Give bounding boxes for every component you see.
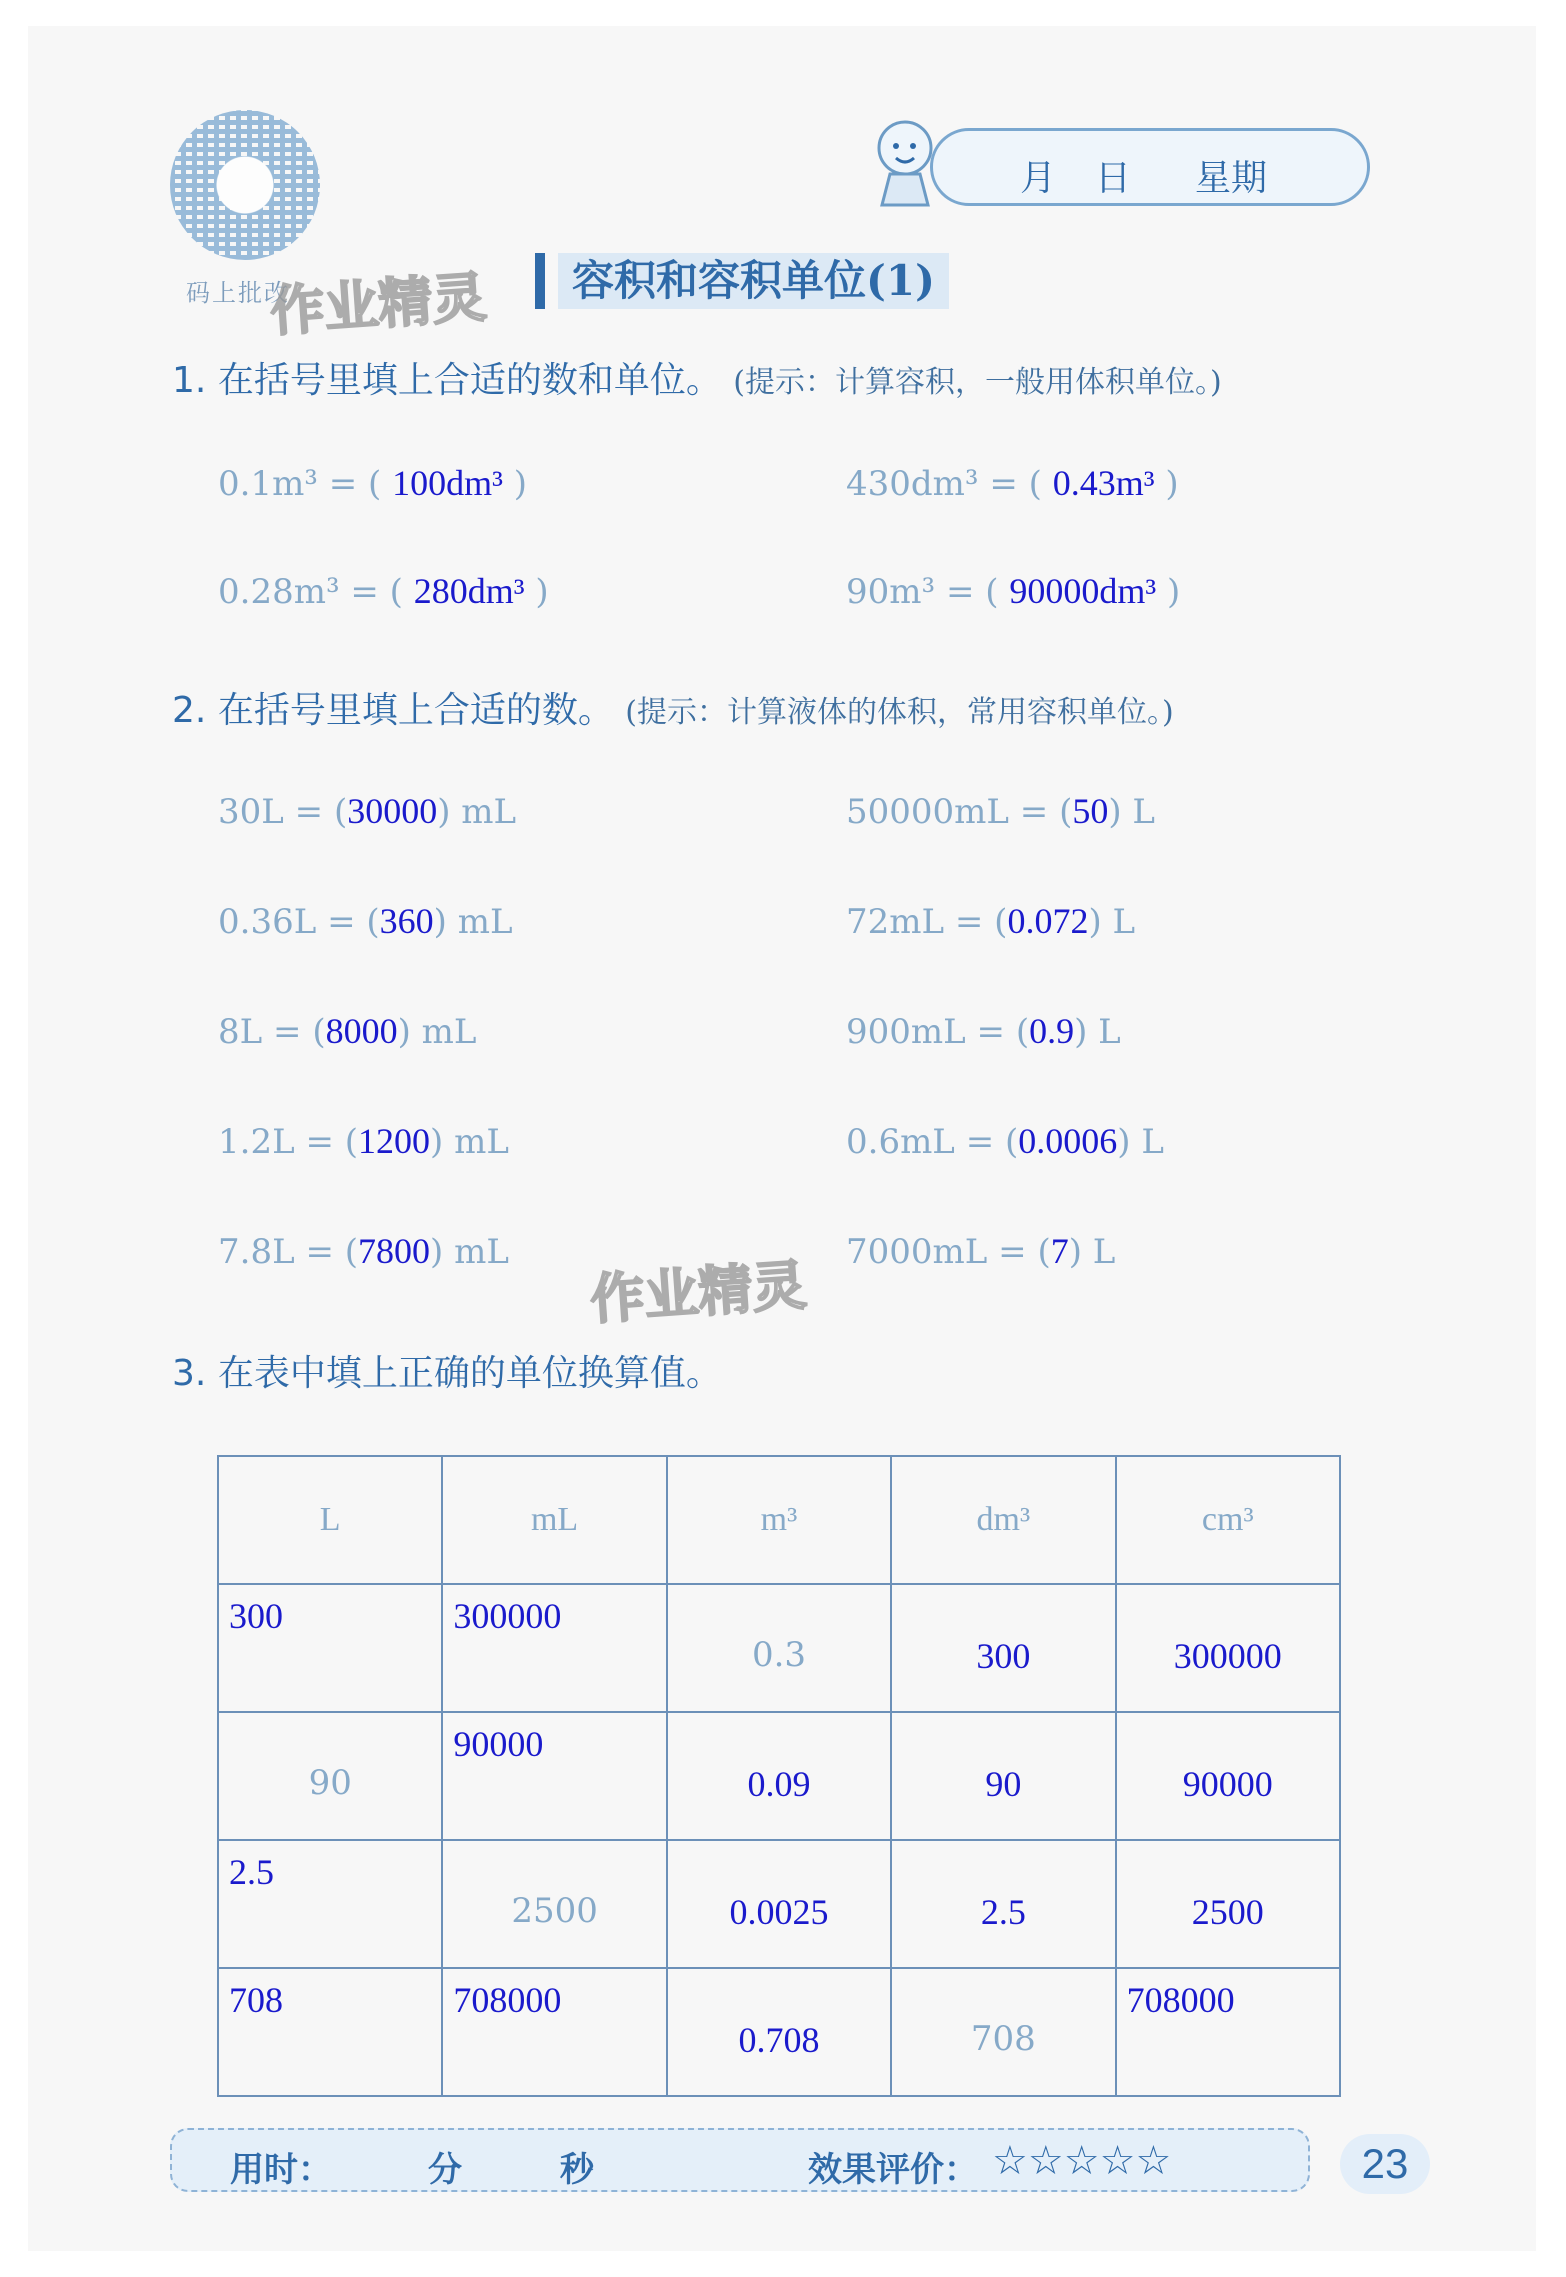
equation: 90m³ = ( 90000dm³ ) [846,571,1181,612]
conversion-table [217,1455,1341,2097]
date-week-label: 星期 [1195,158,1268,199]
answer-value: 708000 [453,1980,562,2020]
answer-field[interactable]: 0.9 [1029,1011,1075,1051]
equation: 0.28m³ = ( 280dm³ ) [218,571,549,612]
answer-field[interactable]: 280dm³ [413,571,525,611]
table-header-row [218,1456,1340,1584]
answer-field[interactable]: 7800 [358,1231,431,1271]
table-cell [667,1584,891,1712]
answer-field[interactable]: 8000 [325,1011,398,1051]
date-month-label: 月 [1020,158,1057,199]
table-cell [218,1712,442,1840]
equation: 50000mL = (50) L [846,791,1156,832]
table-header-cell: mL [442,1456,666,1584]
answer-value: 300 [976,1636,1031,1676]
table-cell[interactable] [1116,1712,1340,1840]
question-1 [172,352,1222,403]
evaluation-label: 效果评价： [808,2150,978,2190]
question-text: 在括号里填上合适的数。 [217,690,614,731]
answer-value: 0.708 [738,2020,820,2060]
watermark: 作业精灵 [268,265,489,344]
equation: 0.1m³ = ( 100dm³ ) [218,463,527,504]
page-title: 容积和容积单位(1) [558,253,949,309]
table-cell [442,1840,666,1968]
question-number: 3. [172,1353,207,1394]
equation: 7000mL = (7) L [846,1231,1116,1272]
date-day-label: 日 [1095,158,1132,199]
equation: 30L = (30000) mL [218,791,517,832]
answer-value: 90000 [1182,1764,1273,1804]
question-text: 在括号里填上合适的数和单位。 [217,360,722,401]
table-header-cell: m³ [667,1456,891,1584]
question-hint: (提示：计算液体的体积，常用容积单位。) [625,695,1174,730]
footer-bar [170,2128,1310,2192]
question-number: 1. [172,360,207,401]
given-value: 2500 [511,1891,598,1931]
table-cell[interactable] [218,1968,442,2096]
equation: 0.6mL = (0.0006) L [846,1121,1164,1162]
answer-field[interactable]: 0.0006 [1018,1121,1118,1161]
date-banner [850,110,1390,210]
table-cell[interactable] [442,1968,666,2096]
equation: 430dm³ = ( 0.43m³ ) [846,463,1179,504]
table-cell[interactable] [442,1712,666,1840]
equation: 72mL = (0.072) L [846,901,1136,942]
question-hint: (提示：计算容积，一般用体积单位。) [733,365,1222,400]
table-row [218,1584,1340,1712]
equation: 0.36L = (360) mL [218,901,513,942]
table-cell[interactable] [1116,1968,1340,2096]
qr-label: 码上批改 [186,279,290,307]
given-value: 0.3 [751,1635,807,1675]
question-3 [172,1345,722,1396]
question-text: 在表中填上正确的单位换算值。 [217,1353,722,1394]
answer-value: 300 [229,1596,283,1636]
table-cell [891,1968,1115,2096]
equation: 1.2L = (1200) mL [218,1121,509,1162]
table-cell[interactable] [1116,1584,1340,1712]
table-cell[interactable] [218,1840,442,1968]
answer-field[interactable]: 0.072 [1007,901,1089,941]
answer-value: 708 [229,1980,283,2020]
watermark: 作业精灵 [588,1253,809,1332]
equation: 8L = (8000) mL [218,1011,477,1052]
equation: 900mL = (0.9) L [846,1011,1121,1052]
answer-field[interactable]: 50 [1072,791,1109,831]
question-number: 2. [172,690,207,731]
table-cell[interactable] [218,1584,442,1712]
equation: 7.8L = (7800) mL [218,1231,509,1272]
title-accent-bar [535,253,545,309]
answer-value: 0.09 [747,1764,811,1804]
answer-field[interactable]: 0.43m³ [1052,463,1155,503]
answer-value: 2500 [1191,1892,1264,1932]
table-cell[interactable] [891,1712,1115,1840]
date-cloud [930,128,1370,206]
table-header-cell: dm³ [891,1456,1115,1584]
answer-field[interactable]: 100dm³ [392,463,503,503]
answer-value: 300000 [453,1596,562,1636]
table-row [218,1712,1340,1840]
qr-code[interactable] [170,110,320,260]
time-label: 用时： [230,2150,332,2190]
answer-value: 300000 [1173,1636,1282,1676]
table-cell[interactable] [442,1584,666,1712]
table-row [218,1968,1340,2096]
table-cell[interactable] [1116,1840,1340,1968]
table-row [218,1840,1340,1968]
answer-value: 0.0025 [729,1892,829,1932]
answer-value: 2.5 [229,1852,274,1892]
table-header-cell: L [218,1456,442,1584]
table-cell[interactable] [667,1840,891,1968]
answer-field[interactable]: 1200 [358,1121,431,1161]
answer-value: 708000 [1126,1980,1235,2020]
answer-field[interactable]: 90000dm³ [1009,571,1157,611]
answer-value: 2.5 [980,1892,1026,1932]
question-2 [172,682,1174,733]
second-label: 秒 [560,2150,594,2190]
answer-field[interactable]: 30000 [347,791,438,831]
star-rating[interactable]: ☆☆☆☆☆ [992,2138,1172,2184]
given-value: 708 [970,2019,1036,2059]
page-number: 23 [1340,2134,1430,2194]
answer-field[interactable]: 7 [1050,1231,1069,1271]
minute-label: 分 [428,2150,462,2190]
table-cell[interactable] [891,1840,1115,1968]
answer-value: 90000 [453,1724,544,1764]
table-cell[interactable] [667,1712,891,1840]
table-header-cell: cm³ [1116,1456,1340,1584]
table-cell[interactable] [891,1584,1115,1712]
answer-field[interactable]: 360 [379,901,434,941]
given-value: 90 [308,1763,352,1803]
answer-value: 90 [985,1764,1022,1804]
table-cell[interactable] [667,1968,891,2096]
